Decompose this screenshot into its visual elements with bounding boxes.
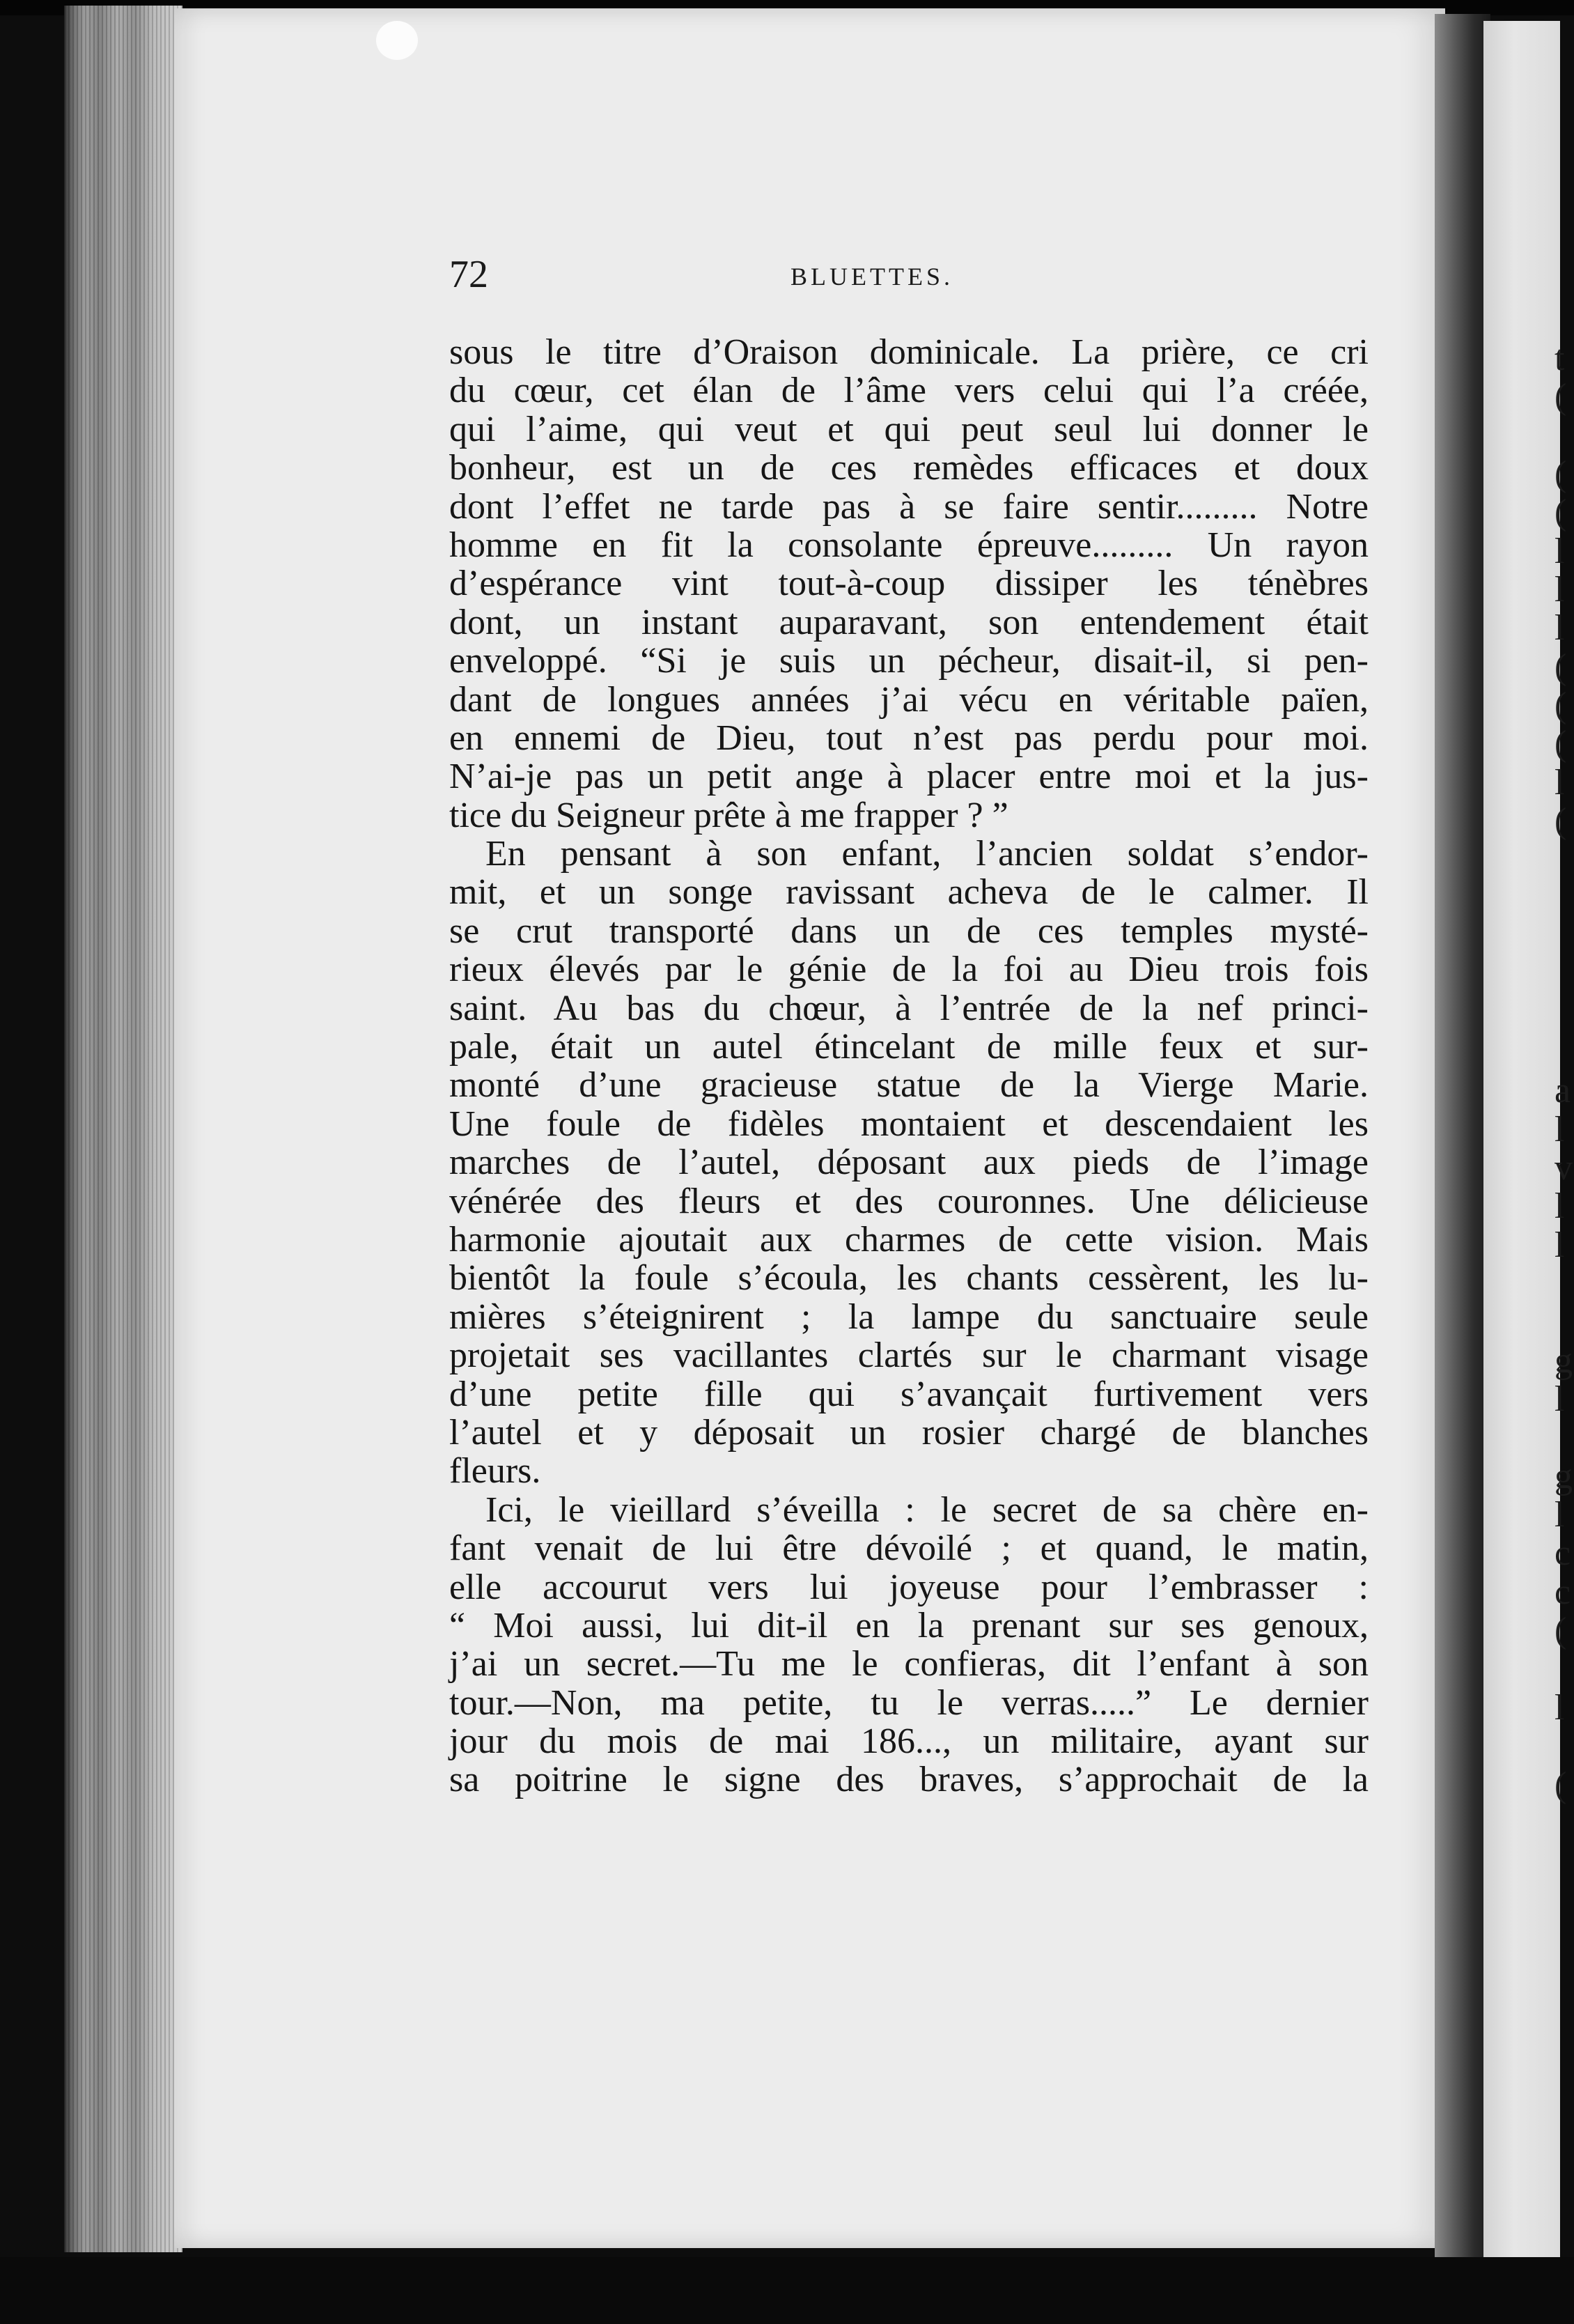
text-line: Ici, le vieillard s’éveilla : le secret de sa chère en- — [485, 1489, 1369, 1530]
text-line: pale, était un autel étincelant de mille feux et sur- — [449, 1027, 1369, 1067]
facing-page-letter: g — [1554, 1341, 1573, 1381]
body-text — [449, 333, 1369, 1799]
facing-page-letter: c — [1554, 1533, 1571, 1573]
facing-page-letter: l — [1554, 1688, 1565, 1728]
facing-page-letter: ( — [1554, 1611, 1567, 1650]
text-line: dant de longues années j’ai vécu en véritable païen, — [449, 679, 1369, 720]
text-line: homme en fit la consolante épreuve......... Un rayon — [449, 525, 1369, 565]
text-line: bonheur, est un de ces remèdes efficaces et doux — [449, 448, 1369, 488]
facing-page-letter: ( — [1554, 724, 1567, 764]
text-line: vénérée des fleurs et des couronnes. Une délicieuse — [449, 1181, 1369, 1221]
text-line: l’autel et y déposait un rosier chargé de blanches — [449, 1412, 1369, 1452]
text-line: harmonie ajoutait aux charmes de cette vision. Mais — [449, 1219, 1369, 1260]
text-line: d’espérance vint tout-à-coup dissiper les ténèbres — [449, 564, 1369, 604]
text-line: monté d’une gracieuse statue de la Vierge Marie. — [449, 1065, 1369, 1106]
text-line: jour du mois de mai 186..., un militaire, ayant sur — [449, 1721, 1369, 1762]
facing-page-letter: ( — [1554, 685, 1567, 725]
facing-page-letter: l — [1554, 532, 1565, 571]
facing-page-letter: v — [1554, 1148, 1573, 1188]
facing-page-edge — [1483, 21, 1560, 2285]
facing-page-letter: ( — [1554, 801, 1567, 841]
text-line: elle accourut vers lui joyeuse pour l’embrasser : — [449, 1567, 1369, 1607]
text-line: j’ai un secret.—Tu me le confieras, dit l’enfant à son — [449, 1644, 1369, 1684]
text-line: fant venait de lui être dévoilé ; et quand, le matin, — [449, 1528, 1369, 1569]
facing-page-letter: l — [1554, 1495, 1565, 1535]
text-line: rieux élevés par le génie de la foi au Dieu trois fois — [449, 950, 1369, 990]
text-line: qui l’aime, qui veut et qui peut seul lui donner le — [449, 409, 1369, 449]
text-line: marches de l’autel, déposant aux pieds de l’image — [449, 1142, 1369, 1183]
text-line: en ennemi de Dieu, tout n’est pas perdu pour moi. — [449, 718, 1369, 758]
text-line: projetait ses vacillantes clartés sur le charmant visage — [449, 1335, 1369, 1376]
facing-page-letter: a — [1554, 1071, 1571, 1110]
facing-page-letter: ( — [1554, 493, 1567, 532]
facing-page-letter: l — [1554, 763, 1565, 803]
facing-page-letter: ( — [1554, 647, 1567, 687]
text-line: dont l’effet ne tarde pas à se faire sentir......... Notre — [449, 486, 1369, 527]
text-line: mières s’éteignirent ; la lampe du sanctuaire seule — [449, 1296, 1369, 1337]
facing-page-letter: l — [1554, 1110, 1565, 1149]
book-gutter-shadow — [1435, 14, 1490, 2292]
facing-page-letter: l — [1554, 570, 1565, 610]
page-number: 72 — [449, 253, 488, 296]
facing-page-letter: c — [1554, 1572, 1571, 1612]
text-line: tour.—Non, ma petite, tu le verras.....” Le dernier — [449, 1682, 1369, 1723]
facing-page-letter: ( — [1554, 1765, 1567, 1805]
text-line: Une foule de fidèles montaient et descendaient les — [449, 1103, 1369, 1144]
facing-page-letter: t — [1554, 339, 1565, 378]
facing-page-letter: l — [1554, 1186, 1565, 1226]
page-header — [449, 252, 1369, 301]
facing-page-letter: l — [1554, 1225, 1565, 1265]
facing-page-letter: g — [1554, 1457, 1573, 1496]
facing-page-letter: ( — [1554, 377, 1567, 417]
running-head: BLUETTES. — [790, 263, 953, 290]
paper-blemish — [376, 21, 418, 60]
text-line: mit, et un songe ravissant acheva de le calmer. Il — [449, 872, 1369, 913]
text-line: fleurs. — [449, 1451, 541, 1492]
facing-page-letter: l — [1554, 1379, 1565, 1419]
text-line: saint. Au bas du chœur, à l’entrée de la nef princi- — [449, 988, 1369, 1028]
scan-border-bottom — [0, 2257, 1574, 2324]
text-line: dont, un instant auparavant, son entendement était — [449, 602, 1369, 642]
text-line: bientôt la foule s’écoula, les chants cessèrent, les lu- — [449, 1258, 1369, 1299]
text-line: “ Moi aussi, lui dit-il en la prenant sur ses genoux, — [449, 1605, 1369, 1645]
text-line: du cœur, cet élan de l’âme vers celui qui l’a créée, — [449, 371, 1369, 411]
page-edge-texture — [64, 6, 182, 2252]
facing-page-letter: ( — [1554, 454, 1567, 494]
page-block-edge — [64, 6, 182, 2252]
facing-page-letter: l — [1554, 608, 1565, 648]
text-line: N’ai-je pas un petit ange à placer entre moi et la jus- — [449, 757, 1369, 797]
text-line: tice du Seigneur prête à me frapper ? ” — [449, 795, 1008, 835]
text-line: sa poitrine le signe des braves, s’approchait de la — [449, 1760, 1369, 1800]
text-line: En pensant à son enfant, l’ancien soldat s’endor- — [485, 834, 1369, 874]
text-line: se crut transporté dans un de ces temples mysté- — [449, 911, 1369, 951]
text-line: enveloppé. “Si je suis un pécheur, disait-il, si pen- — [449, 641, 1369, 681]
text-line: sous le titre d’Oraison dominicale. La prière, ce cri — [449, 332, 1369, 372]
text-line: d’une petite fille qui s’avançait furtivement vers — [449, 1374, 1369, 1414]
